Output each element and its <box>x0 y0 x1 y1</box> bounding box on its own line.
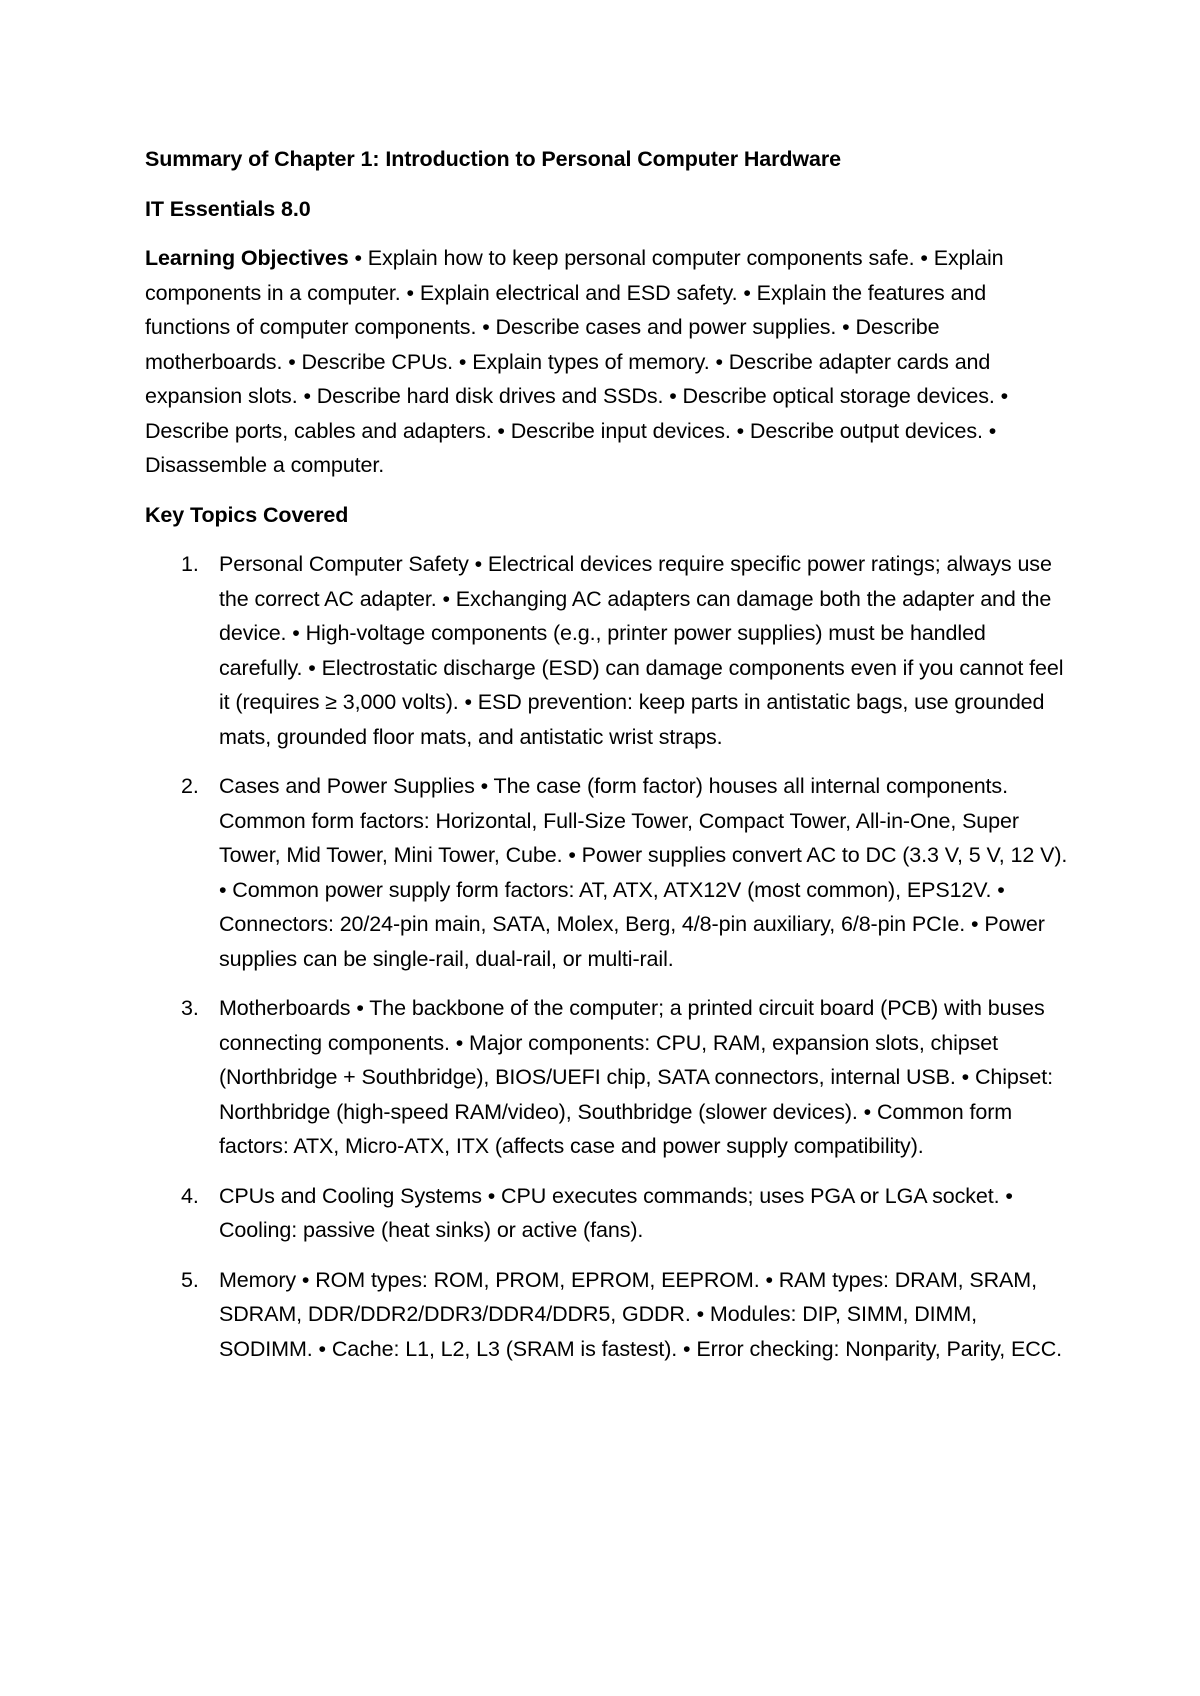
topics-list <box>145 547 1075 1366</box>
learning-objectives-paragraph <box>145 241 1075 483</box>
list-item-number: 1. <box>181 552 199 576</box>
list-item <box>145 991 1075 1164</box>
list-item-number: 3. <box>181 996 199 1020</box>
document-subtitle: IT Essentials 8.0 <box>145 196 311 221</box>
learning-objectives-label: Learning Objectives <box>145 246 349 270</box>
list-item-text: Cases and Power Supplies • The case (form factor) houses all internal components. Common form factors: Horizontal, Full-Size Tower, Compact Tower, All-in-One, Super Tower, Mid Tower, Mini Tower, Cube. • Power supplies convert AC to DC (3.3 V, 5 V, 12 V). • Common power supply form factors: AT, ATX, ATX12V (most common), EPS12V. • Connectors: 20/24-pin main, SATA, Molex, Berg, 4/8-pin auxiliary, 6/8-pin PCIe. • Power supplies can be single-rail, dual-rail, or multi-rail. <box>219 774 1068 971</box>
list-item <box>145 769 1075 976</box>
list-item-text: Motherboards • The backbone of the computer; a printed circuit board (PCB) with buses connecting components. • Major components: CPU, RAM, expansion slots, chipset (Northbridge + Southbridge), BIOS/UEFI chip, SATA connectors, internal USB. • Chipset: Northbridge (high-speed RAM/video), Southbridge (slower devices). • Common form factors: ATX, Micro-ATX, ITX (affects case and power supply compatibility). <box>219 996 1054 1158</box>
key-topics-heading: Key Topics Covered <box>145 502 349 527</box>
list-item-text: Memory • ROM types: ROM, PROM, EPROM, EEPROM. • RAM types: DRAM, SRAM, SDRAM, DDR/DDR2/DDR3/DDR4/DDR5, GDDR. • Modules: DIP, SIMM, DIMM, SODIMM. • Cache: L1, L2, L3 (SRAM is fastest). • Error checking: Nonparity, Parity, ECC. <box>219 1267 1063 1361</box>
list-item-number: 4. <box>181 1183 199 1208</box>
learning-objectives-text: • Explain how to keep personal computer components safe. • Explain components in a computer. • Explain electrical and ESD safety. • Explain the features and functions of computer components. • Describe cases and power supplies. • Describe motherboards. • Describe CPUs. • Explain types of memory. • Describe adapter cards and expansion slots. • Describe hard disk drives and SSDs. • Describe optical storage devices. • Describe ports, cables and adapters. • Describe input devices. • Describe output devices. • Disassemble a computer. <box>145 246 1009 477</box>
list-item <box>145 1179 1075 1248</box>
list-item-number: 5. <box>181 1267 199 1292</box>
document-title: Summary of Chapter 1: Introduction to Personal Computer Hardware <box>145 147 842 171</box>
list-item-number: 2. <box>181 774 199 798</box>
list-item-text: CPUs and Cooling Systems • CPU executes commands; uses PGA or LGA socket. • Cooling: passive (heat sinks) or active (fans). <box>219 1183 1013 1242</box>
list-item <box>145 1263 1075 1367</box>
document-page <box>145 142 1075 1381</box>
list-item <box>145 547 1075 754</box>
list-item-text: Personal Computer Safety • Electrical devices require specific power ratings; always use the correct AC adapter. • Exchanging AC adapters can damage both the adapter and the device. • High-voltage components (e.g., printer power supplies) must be handled carefully. • Electrostatic discharge (ESD) can damage components even if you cannot feel it (requires ≥ 3,000 volts). • ESD prevention: keep parts in antistatic bags, use grounded mats, grounded floor mats, and antistatic wrist straps. <box>219 552 1064 749</box>
